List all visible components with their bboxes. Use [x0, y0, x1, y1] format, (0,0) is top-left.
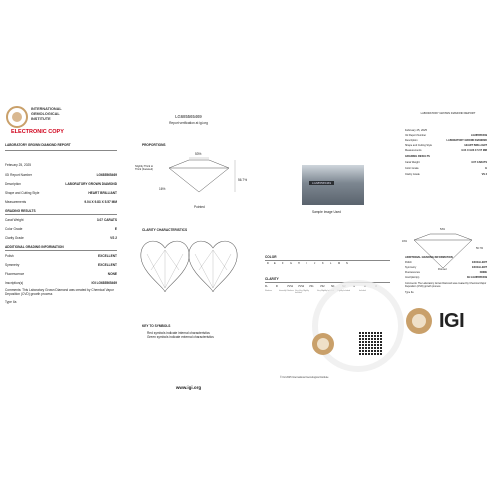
right-type: Type IIa — [405, 291, 414, 294]
right-additional-row: Inscription(s) IGI LG685565469 — [405, 276, 487, 279]
institute-line2: GEMOLOGICAL — [31, 112, 60, 116]
additional-row: Symmetry EXCELLENT — [5, 263, 117, 267]
field-row: Shape and Cutting Style HEART BRILLIANT — [5, 191, 117, 195]
middle-report-panel — [127, 100, 250, 400]
report-title: LABORATORY GROWN DIAMOND REPORT — [5, 143, 71, 147]
girdle-text: Slightly Thick to Thick (Faceted) — [135, 165, 154, 171]
right-depth-percent: 56.7% — [476, 247, 484, 250]
report-verification: Report verification at igi.org — [169, 121, 208, 125]
proportions-title: PROPORTIONS — [142, 143, 166, 147]
electronic-copy-label: ELECTRONIC COPY — [11, 129, 64, 135]
qr-code — [359, 331, 383, 355]
additional-info-title: ADDITIONAL GRADING INFORMATION — [5, 245, 64, 249]
grading-row: Color Grade E — [5, 227, 117, 231]
right-additional-row: Symmetry EXCELLENT — [405, 266, 487, 269]
field-row: Measurements 9.04 X 9.83 X 5.57 MM — [5, 200, 117, 204]
copyright-text: © IGI 2025 International Gemological Institute — [280, 376, 329, 379]
institute-line1: INTERNATIONAL — [31, 107, 62, 111]
right-grading-row: Carat Weight 3.07 CARATS — [405, 161, 487, 164]
inscription-label: LG685565469 — [309, 181, 334, 185]
clarity-heart-diagrams — [127, 236, 250, 296]
table-percent: 53% — [195, 152, 202, 156]
depth-percent: 56.7% — [238, 178, 248, 182]
left-report-panel — [0, 100, 125, 400]
igi-logo-text: IGI — [439, 310, 465, 332]
igi-logo-emblem — [406, 308, 432, 334]
color-scale: D E F G H I J K L M N — [267, 262, 348, 265]
grading-row: Carat Weight 3.07 CARATS — [5, 218, 117, 222]
crown-percent: 16% — [159, 187, 166, 191]
comments-text: Comments: This Laboratory Grown Diamond was created by Chemical Vapor Deposition (CVD) growth process — [5, 288, 114, 296]
key-green-text: Green symbols indicate external characteristics — [147, 335, 214, 339]
right-culet-pointed: Pointed — [438, 268, 447, 271]
igi-brand-logo — [404, 308, 484, 338]
culet-pointed: Pointed — [194, 205, 205, 209]
additional-row: Inscription(s) IGI LG685565469 — [5, 281, 117, 285]
right-field-row: Measurements 9.04 X 9.83 X 5.57 MM — [405, 149, 487, 152]
right-additional-row: Polish EXCELLENT — [405, 261, 487, 264]
clarity-characteristics-title: CLARITY CHARACTERISTICS — [142, 228, 188, 232]
clarity-scale-title: CLARITY — [265, 277, 279, 281]
field-row: Description LABORATORY GROWN DIAMOND — [5, 182, 117, 186]
institute-line3: INSTITUTE — [31, 117, 51, 121]
center-panel — [252, 155, 394, 400]
right-report-title: LABORATORY GROWN DIAMOND REPORT — [420, 112, 476, 115]
right-table-percent: 53% — [440, 228, 446, 231]
right-field-row: IGI Report Number LG685565469 — [405, 134, 487, 137]
right-report-panel — [396, 100, 500, 400]
grading-results-title: GRADING RESULTS — [5, 209, 36, 213]
field-row: IGI Report Number LG685565469 — [5, 173, 117, 177]
right-additional-title: ADDITIONAL GRADING INFORMATION — [405, 256, 453, 259]
right-grading-row: Clarity Grade VS 2 — [405, 173, 487, 176]
igi-website: www.igi.org — [175, 385, 202, 390]
right-date: February 25, 2025 — [405, 129, 427, 132]
right-additional-row: Fluorescence NONE — [405, 271, 487, 274]
type-text: Type IIa — [5, 300, 17, 304]
report-date: February 25, 2025 — [5, 163, 32, 167]
right-grading-row: Color Grade E — [405, 167, 487, 170]
grading-row: Clarity Grade VS 2 — [5, 236, 117, 240]
clarity-scale: FL IF VVS1 VVS2 VS1 VS2 SI1 SI2 I1 I2 I3 Flawless Internally Flawless Very Very Slightly Included Very Slightly Included Slightly Included Included — [265, 285, 377, 295]
right-comments: Comments: The Laboratory Grown Diamond was created by Chemical Vapor Deposition (CVD) growth process — [405, 282, 487, 288]
sample-diamond-image — [302, 165, 364, 205]
sample-image-caption: Sample Image Used — [312, 210, 341, 214]
igi-seal-logo — [6, 106, 28, 128]
proportions-diagram — [127, 150, 250, 210]
right-crown-percent: 16% — [402, 240, 408, 243]
right-field-row: Description LABORATORY GROWN DIAMOND — [405, 139, 487, 142]
watermark-seal — [312, 280, 404, 372]
right-field-row: Shape and Cutting Style HEART BRILLIANT — [405, 144, 487, 147]
igi-gold-seal — [312, 333, 334, 355]
additional-row: Fluorescence NONE — [5, 272, 117, 276]
right-grading-title: GRADING RESULTS — [405, 155, 430, 158]
key-red-text: Red symbols indicate internal characteristics — [147, 331, 210, 335]
key-to-symbols-title: KEY TO SYMBOLS — [142, 324, 171, 328]
additional-row: Polish EXCELLENT — [5, 254, 117, 258]
middle-report-number: LG685565469 — [175, 114, 202, 119]
color-scale-title: COLOR — [265, 255, 277, 259]
